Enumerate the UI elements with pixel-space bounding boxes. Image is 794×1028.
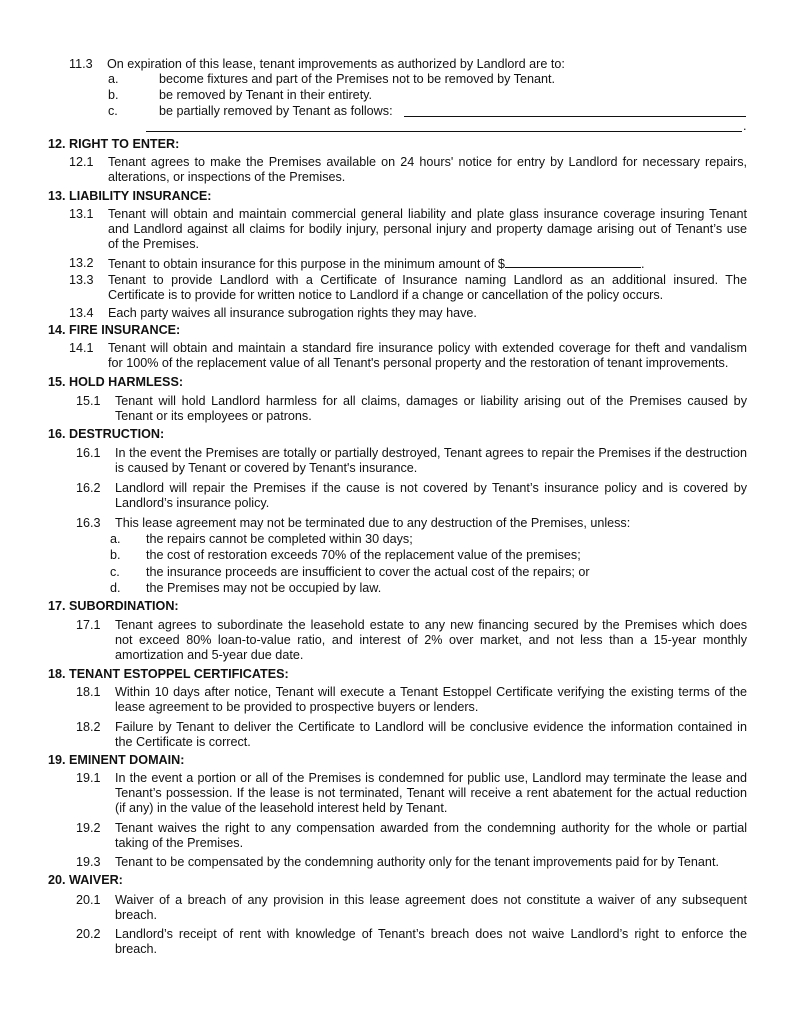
clause-number: 15.1 <box>76 394 101 408</box>
clause-text: Tenant will hold Landlord harmless for all claims, damages or liability arising out of the Premises caused by <box>115 394 747 408</box>
clause-end-period: . <box>640 257 645 271</box>
clause-number: 18.2 <box>76 720 101 734</box>
clause-text: Tenant will obtain and maintain a standard fire insurance policy with extended coverage for theft and vandalism <box>108 341 747 355</box>
option-text: become fixtures and part of the Premises not to be removed by Tenant. <box>159 72 555 86</box>
clause-text: Tenant waives the right to any compensation awarded from the condemning authority for the whole or partial <box>115 821 747 835</box>
clause-number: 16.1 <box>76 446 101 460</box>
clause-text: Each party waives all insurance subrogation rights they may have. <box>108 306 477 320</box>
clause-number: 19.2 <box>76 821 101 835</box>
clause-text: Failure by Tenant to deliver the Certificate to Landlord will be conclusive evidence the information contained in <box>115 720 747 734</box>
line-end-period: . <box>743 119 747 133</box>
clause-text-segment: Tenant to obtain insurance for this purpose in the minimum amount of $ <box>108 257 505 271</box>
clause-number: 18.1 <box>76 685 101 699</box>
clause-number: 14.1 <box>69 341 94 355</box>
section-heading-fire-insurance: 14. FIRE INSURANCE: <box>48 323 181 337</box>
clause-text: the Certificate is correct. <box>115 735 251 749</box>
section-heading-hold-harmless: 15. HOLD HARMLESS: <box>48 375 184 389</box>
section-heading-waiver: 20. WAIVER: <box>48 873 123 887</box>
clause-text: Landlord’s insurance policy. <box>115 496 270 510</box>
clause-number: 17.1 <box>76 618 101 632</box>
subitem-letter: d. <box>110 581 121 595</box>
clause-text: In the event the Premises are totally or partially destroyed, Tenant agrees to repair the Premises if the destruction <box>115 446 747 460</box>
section-heading-liability-insurance: 13. LIABILITY INSURANCE: <box>48 189 212 203</box>
section-heading-right-to-enter: 12. RIGHT TO ENTER: <box>48 137 180 151</box>
clause-text: amortization and 5-year due date. <box>115 648 304 662</box>
section-heading-subordination: 17. SUBORDINATION: <box>48 599 179 613</box>
subitem-text: the insurance proceeds are insufficient to cover the actual cost of the repairs; or <box>146 565 590 579</box>
clause-text: and Landlord against all claims for bodily injury, personal injury and property damage arising out of Tenant’s use <box>108 222 747 236</box>
clause-number: 13.2 <box>69 256 94 270</box>
clause-text: Landlord’s receipt of rent with knowledge of Tenant’s breach does not waive Landlord’s right to enforce the <box>115 927 747 941</box>
clause-number: 13.4 <box>69 306 94 320</box>
clause-number: 19.1 <box>76 771 101 785</box>
option-letter: b. <box>108 88 119 102</box>
minimum-amount-blank[interactable] <box>505 256 641 268</box>
clause-text: On expiration of this lease, tenant improvements as authorized by Landlord are to: <box>107 57 565 71</box>
clause-number: 12.1 <box>69 155 94 169</box>
clause-number: 16.3 <box>76 516 101 530</box>
clause-text: Certificate is to provide for written notice to Landlord if a change or cancellation of the policy occurs. <box>108 288 664 302</box>
clause-text: not exceed 80% loan-to-value ratio, and interest of 2% over market, and not less than a 15-year monthly <box>115 633 747 647</box>
section-heading-eminent-domain: 19. EMINENT DOMAIN: <box>48 753 185 767</box>
clause-text: of the Premises. <box>108 237 199 251</box>
clause-text: Tenant will obtain and maintain commercial general liability and plate glass insurance coverage insuring Tenant <box>108 207 747 221</box>
clause-text: In the event a portion or all of the Premises is condemned for public use, Landlord may terminate the lease and <box>115 771 747 785</box>
clause-text: breach. <box>115 908 158 922</box>
clause-text: Within 10 days after notice, Tenant will execute a Tenant Estoppel Certificate verifying the existing terms of the <box>115 685 747 699</box>
clause-number: 20.2 <box>76 927 101 941</box>
clause-text: Waiver of a breach of any provision in this lease agreement does not constitute a waiver of any subsequent <box>115 893 747 907</box>
clause-number: 11.3 <box>69 57 93 71</box>
option-letter: a. <box>108 72 119 86</box>
fill-in-line-partial-removal-continued[interactable] <box>146 131 742 132</box>
option-letter: c. <box>108 104 118 118</box>
clause-text: This lease agreement may not be terminated due to any destruction of the Premises, unless: <box>115 516 631 530</box>
clause-text <box>108 256 644 272</box>
clause-text: Tenant to be compensated by the condemning authority only for the tenant improvements paid for by Tenant. <box>115 855 719 869</box>
clause-text: breach. <box>115 942 158 956</box>
clause-text: lease agreement to be provided to prospective buyers or lenders. <box>115 700 479 714</box>
clause-text: is caused by Tenant or covered by Tenant's insurance. <box>115 461 418 475</box>
clause-text: (if any) in the value of the leasehold interest held by Tenant. <box>115 801 448 815</box>
clause-number: 13.1 <box>69 207 94 221</box>
clause-text: for 100% of the replacement value of all Tenant's personal property and the restoration of tenant improvements. <box>108 356 729 370</box>
subitem-text: the cost of restoration exceeds 70% of the replacement value of the premises; <box>146 548 581 562</box>
subitem-letter: c. <box>110 565 120 579</box>
subitem-letter: b. <box>110 548 121 562</box>
clause-number: 13.3 <box>69 273 94 287</box>
section-heading-tenant-estoppel-certificates: 18. TENANT ESTOPPEL CERTIFICATES: <box>48 667 289 681</box>
subitem-text: the repairs cannot be completed within 30 days; <box>146 532 413 546</box>
subitem-letter: a. <box>110 532 121 546</box>
clause-number: 19.3 <box>76 855 101 869</box>
fill-in-line-partial-removal[interactable] <box>404 116 746 117</box>
clause-text: Tenant agrees to make the Premises available on 24 hours' notice for entry by Landlord for necessary repairs, <box>108 155 747 169</box>
clause-text: alterations, or inspections of the Premises. <box>108 170 346 184</box>
subitem-text: the Premises may not be occupied by law. <box>146 581 382 595</box>
clause-text: Tenant or its employees or patrons. <box>115 409 312 423</box>
option-text: be removed by Tenant in their entirety. <box>159 88 373 102</box>
clause-text: Tenant to provide Landlord with a Certificate of Insurance naming Landlord as an additional insured. The <box>108 273 747 287</box>
clause-text: Tenant agrees to subordinate the leasehold estate to any new financing secured by the Premises which does <box>115 618 747 632</box>
clause-text: Landlord will repair the Premises if the cause is not covered by Tenant’s insurance policy and is covered by <box>115 481 747 495</box>
option-text: be partially removed by Tenant as follows: <box>159 104 393 118</box>
section-heading-destruction: 16. DESTRUCTION: <box>48 427 165 441</box>
clause-number: 20.1 <box>76 893 101 907</box>
clause-number: 16.2 <box>76 481 101 495</box>
clause-text: taking of the Premises. <box>115 836 244 850</box>
clause-text: Tenant’s possession. If the lease is not terminated, Tenant will receive a rent abatement for the actual reduction <box>115 786 747 800</box>
